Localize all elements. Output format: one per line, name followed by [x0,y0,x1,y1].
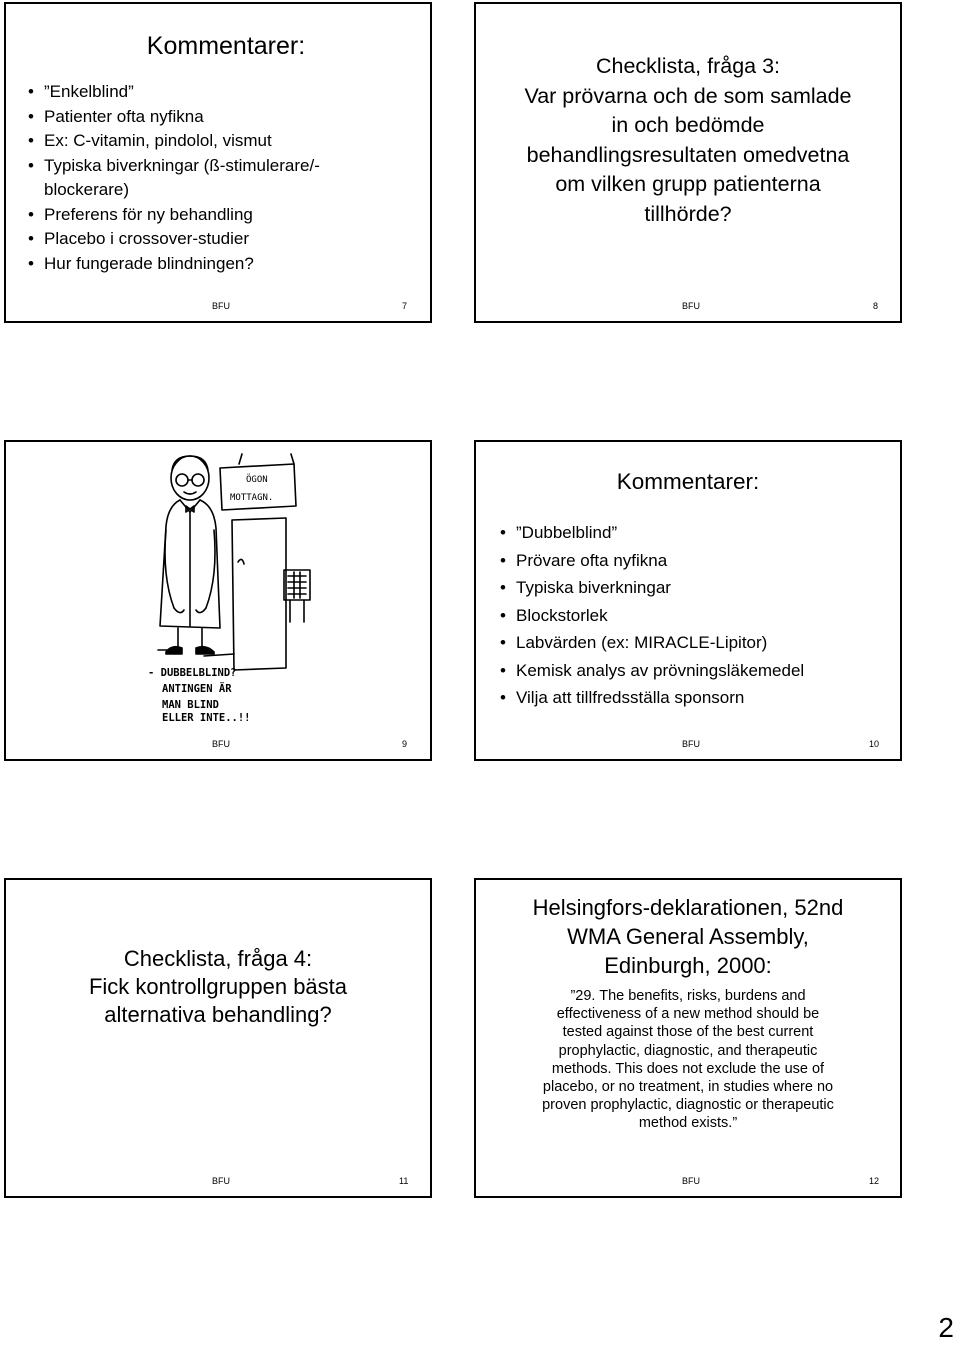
bullet-item: • ”Dubbelblind” [500,519,890,547]
title-line: Edinburgh, 2000: [604,953,772,978]
slide-7-title: Kommentarer: [146,32,306,60]
slide-7-bullets [28,80,418,276]
quote-line: method exists.” [638,1115,738,1132]
bullet-item: • Patienter ofta nyfikna [28,105,418,130]
bullet-item: • Hur fungerade blindningen? [28,252,418,277]
bullet-item: • Ex: C-vitamin, pindolol, vismut [28,129,418,154]
bullet-item: • Blockstorlek [500,602,890,630]
slide-10-bullets [500,519,890,712]
slide-number: 9 [402,739,408,749]
slide-number: 8 [873,301,879,311]
cartoon-sign-line2: MOTTAGN. [230,493,274,503]
quote-line: prophylactic, diagnostic, and therapeutic [558,1042,818,1059]
question-line: om vilken grupp patienterna [555,172,821,196]
slide-number: 7 [402,301,408,311]
quote-line: proven prophylactic, diagnostic or therapeutic [542,1097,834,1114]
cartoon-caption-line: - DUBBELBLIND? [148,667,237,679]
title-line: Helsingfors-deklarationen, 52nd [532,895,844,920]
slide-footer-label: BFU [682,1176,700,1186]
cartoon-sign-line1: ÖGON [246,475,268,485]
title-line: WMA General Assembly, [567,924,809,949]
cartoon-caption-line: ELLER INTE..!! [162,712,251,722]
quote-line: ”29. The benefits, risks, burdens and [570,988,806,1004]
slide-footer-label: BFU [682,739,700,749]
cartoon-caption-line: ANTINGEN ÄR [162,683,232,695]
question-line: Fick kontrollgruppen bästa [88,974,348,999]
question-line: alternativa behandling? [104,1002,332,1027]
question-line: Checklista, fråga 4: [123,946,313,971]
page-number: 2 [938,1312,954,1343]
slide-footer-label: BFU [212,301,230,311]
quote-line: tested against those of the best current [562,1024,814,1041]
slide-number: 11 [399,1176,409,1186]
quote-line: effectiveness of a new method should be [556,1006,820,1023]
bullet-item: • ”Enkelblind” [28,80,418,105]
question-line: Checklista, fråga 3: [595,54,781,78]
slide-12-title [476,893,900,980]
bullet-item: • Placebo i crossover-studier [28,227,418,252]
slide-11-question [6,945,430,1029]
slide-footer-label: BFU [682,301,700,311]
slide-number: 10 [869,739,880,749]
slide-11 [4,878,432,1198]
bullet-item: • Kemisk analys av prövningsläkemedel [500,657,890,685]
slide-12-quote [476,987,900,1133]
slide-10-title: Kommentarer: [616,469,760,494]
quote-line: methods. This does not exclude the use of [551,1060,825,1077]
cartoon-image [144,450,334,722]
cartoon-caption-line: MAN BLIND [162,699,219,711]
slide-footer-label: BFU [212,1176,230,1186]
question-line: tillhörde? [644,201,732,226]
question-line: Var prövarna och de som samlade [524,83,852,108]
bullet-item: • Typiska biverkningar [500,574,890,602]
question-line: in och bedömde [611,113,765,137]
bullet-item: • Vilja att tillfredsställa sponsorn [500,684,890,712]
slide-7 [4,2,432,323]
bullet-item: • Prövare ofta nyfikna [500,547,890,575]
quote-line: placebo, or no treatment, in studies where no [542,1079,834,1096]
slide-10 [474,440,902,761]
slide-footer-label: BFU [212,739,230,749]
slide-8-question [476,52,900,229]
slide-8 [474,2,902,323]
slide-9 [4,440,432,761]
question-line: behandlingsresultaten omedvetna [526,142,850,167]
bullet-item: • Labvärden (ex: MIRACLE-Lipitor) [500,629,890,657]
bullet-item: • Typiska biverkningar (ß-stimulerare/-blockerare) [28,154,362,203]
slide-number: 12 [869,1176,880,1186]
bullet-item: • Preferens för ny behandling [28,203,418,228]
slide-12 [474,878,902,1198]
